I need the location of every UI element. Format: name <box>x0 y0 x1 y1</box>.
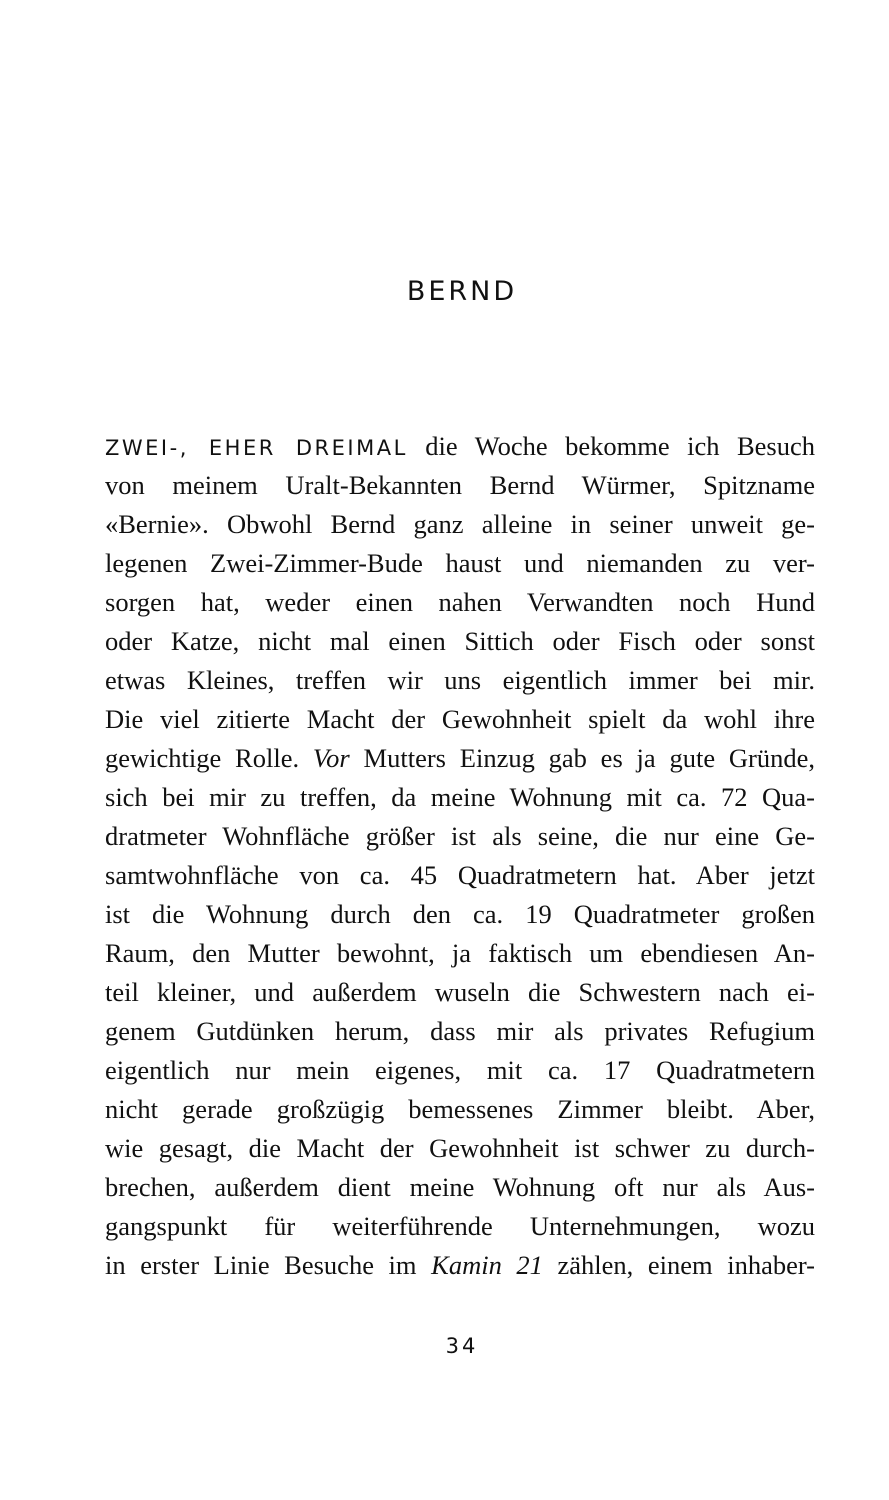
text-line <box>105 1246 815 1285</box>
text-line: genem Gutdünken herum, dass mir als privates Refugium <box>105 1016 815 1046</box>
text-line: wie gesagt, die Macht der Gewohnheit ist schwer zu durch- <box>105 1133 815 1163</box>
text-line: von meinem Uralt-Bekannten Bernd Würmer, Spitzname <box>105 470 815 500</box>
text-line: Raum, den Mutter bewohnt, ja faktisch um ebendiesen An- <box>105 938 815 968</box>
text-line: sich bei mir zu treffen, da meine Wohnung mit ca. 72 Qua- <box>105 782 815 812</box>
lead-in-smallcaps: ZWEI-, EHER DREIMAL <box>105 436 408 460</box>
text-line: oder Katze, nicht mal einen Sittich oder Fisch oder sonst <box>105 626 815 656</box>
text-line-content: die Woche bekomme ich Besuch <box>407 431 815 461</box>
text-line: gangspunkt für weiterführende Unternehmungen, wozu <box>105 1211 815 1241</box>
text-line-content: Mutters Einzug gab es ja gute Gründe, <box>349 743 815 773</box>
text-line: teil kleiner, und außerdem wuseln die Schwestern nach ei- <box>105 977 815 1007</box>
text-line: nicht gerade großzügig bemessenes Zimmer bleibt. Aber, <box>105 1094 815 1124</box>
text-line: samtwohnfläche von ca. 45 Quadratmetern hat. Aber jetzt <box>105 860 815 890</box>
text-line: brechen, außerdem dient meine Wohnung oft nur als Aus- <box>105 1172 815 1202</box>
text-line-content: gewichtige Rolle. <box>105 743 313 773</box>
text-line-content: zählen, einem inhaber- <box>542 1250 815 1280</box>
italic-word: Vor <box>312 743 350 773</box>
italic-name: Kamin 21 <box>431 1250 543 1280</box>
text-line: eigentlich nur mein eigenes, mit ca. 17 Quadratmetern <box>105 1055 815 1085</box>
text-line: dratmeter Wohnfläche größer ist als seine, die nur eine Ge- <box>105 821 815 851</box>
text-line: ist die Wohnung durch den ca. 19 Quadratmeter großen <box>105 899 815 929</box>
body-paragraph <box>105 427 815 1285</box>
text-line: sorgen hat, weder einen nahen Verwandten noch Hund <box>105 587 815 617</box>
text-line <box>105 427 815 466</box>
text-line: «Bernie». Obwohl Bernd ganz alleine in seiner unweit ge- <box>105 509 815 539</box>
text-line-content: in erster Linie Besuche im <box>105 1250 432 1280</box>
text-line <box>105 739 815 778</box>
text-line: legenen Zwei-Zimmer-Bude haust und niemanden zu ver- <box>105 548 815 578</box>
page-number: 34 <box>445 1334 479 1358</box>
text-line: Die viel zitierte Macht der Gewohnheit spielt da wohl ihre <box>105 704 815 734</box>
text-line: etwas Kleines, treffen wir uns eigentlich immer bei mir. <box>105 665 815 695</box>
chapter-title: BERND <box>406 276 518 307</box>
